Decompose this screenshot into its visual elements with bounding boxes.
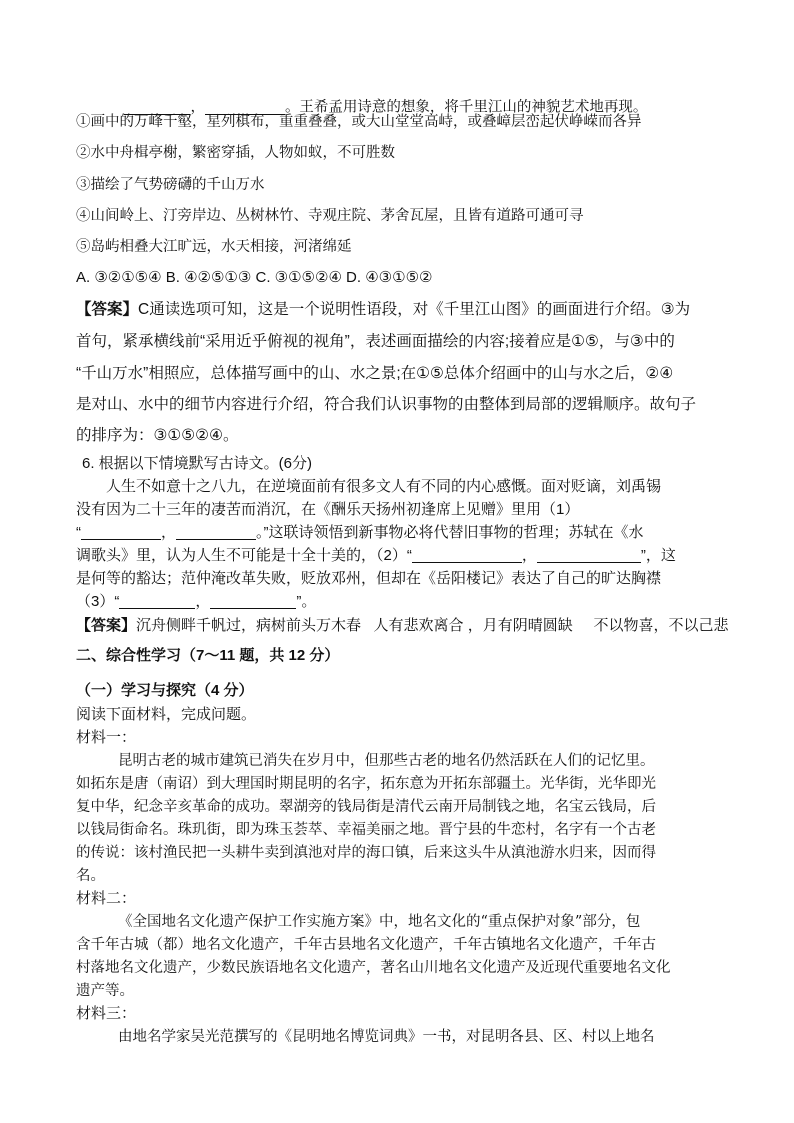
reading-instruction: 阅读下面材料，完成问题。 bbox=[76, 706, 257, 723]
material-2-line: 《全国地名文化遗产保护工作实施方案》中，地名文化的“重点保护对象”部分，包 bbox=[118, 914, 641, 930]
subsection-1-title: （一）学习与探究（4 分） bbox=[76, 682, 254, 699]
material-2-label: 材料二： bbox=[76, 890, 137, 907]
material-1-line: 以钱局街命名。珠玑街，即为珠玉荟萃、幸福美丽之地。晋宁县的牛恋村，名字有一个古老 bbox=[76, 822, 656, 838]
q6-line-1: 人生不如意十之八九，在逆境面前有很多文人有不同的内心感慨。面对贬谪，刘禹锡 bbox=[106, 478, 662, 495]
answer-blank[interactable] bbox=[537, 548, 641, 563]
answer-label: 【答案】 bbox=[76, 617, 137, 634]
q6-line-5: 是何等的豁达；范仲淹改革失败，贬放邓州，但却在《岳阳楼记》表达了自己的旷达胸襟 bbox=[76, 570, 662, 587]
material-2-line: 村落地名文化遗产，少数民族语地名文化遗产，著名山川地名文化遗产及近现代重要地名文化 bbox=[76, 960, 671, 976]
material-2-line: 含千年古城（都）地名文化遗产，千年古县地名文化遗产，千年古镇地名文化遗产，千年古 bbox=[76, 937, 656, 953]
answer-blank[interactable] bbox=[205, 100, 285, 115]
material-1-line: 的传说：该村渔民把一头耕牛卖到滇池对岸的海口镇，后来这头牛从滇池游水归来，因而得 bbox=[76, 845, 656, 861]
material-1-line: 昆明古老的城市建筑已消失在岁月中，但那些古老的地名仍然活跃在人们的记忆里。 bbox=[118, 753, 655, 769]
answer-blank[interactable] bbox=[176, 525, 256, 540]
q5-stem-tail-line: ， 。王希孟用诗意的想象，将千里江山的神貌艺术地再现。 bbox=[106, 85, 647, 129]
answer-blank[interactable] bbox=[81, 525, 161, 540]
q5-choices: A. ③②①⑤④ B. ④②⑤①③ C. ③①⑤②④ D. ④③①⑤② bbox=[76, 269, 433, 286]
q5-answer-line-5: 的排序为：③①⑤②④。 bbox=[76, 427, 239, 444]
q6-answer: 【答案】沉舟侧畔千帆过，病树前头万木春 人有悲欢离合 ，月有阴晴圆缺 不以物喜，不以己悲 bbox=[76, 617, 729, 634]
q5-answer-line-3: “千山万水”相照应，总体描写画中的山、水之景;在①⑤总体介绍画中的山与水之后，②④ bbox=[76, 365, 674, 382]
q6-line-2: 没有因为二十三年的凄苦而消沉，在《酬乐天扬州初逢席上见赠》里用（1） bbox=[76, 501, 580, 518]
material-3-line: 由地名学家吴光范撰写的《昆明地名博览词典》一书，对昆明各县、区、村以上地名 bbox=[118, 1029, 655, 1045]
q5-option-2: ②水中舟楫亭榭，繁密穿插，人物如蚁，不可胜数 bbox=[76, 145, 395, 161]
answer-blank[interactable] bbox=[412, 548, 522, 563]
q5-option-3: ③描绘了气势磅礴的千山万水 bbox=[76, 177, 265, 193]
section-2-title: 二、综合性学习（7～11 题，共 12 分） bbox=[76, 647, 340, 664]
q5-answer-line-2: 首句，紧承横线前“采用近乎俯视的视角”，表述画面描绘的内容;接着应是①⑤，与③中的 bbox=[76, 333, 675, 350]
material-1-line: 复中华，纪念辛亥革命的成功。翠湖旁的钱局街是清代云南开局制钱之地，名宝云钱局，后 bbox=[76, 799, 656, 815]
q6-line-4: 调歌头》里，认为人生不可能是十全十美的，（2）“ ， ”，这 bbox=[76, 547, 676, 564]
q5-answer-line-1: 【答案】C通读选项可知，这是一个说明性语段，对《千里江山图》的画面进行介绍。③为 bbox=[76, 301, 691, 318]
answer-blank[interactable] bbox=[210, 594, 296, 609]
q6-title: 6. 根据以下情境默写古诗文。(6分) bbox=[82, 455, 313, 472]
q5-option-1: ①画中的万峰千壑，星列棋布，重重叠叠，或大山堂堂高峙，或叠嶂层峦起伏峥嵘而各异 bbox=[76, 114, 642, 130]
material-3-label: 材料三： bbox=[76, 1005, 137, 1022]
answer-label: 【答案】 bbox=[76, 301, 139, 318]
q5-option-4: ④山间岭上、汀旁岸边、丛树林竹、寺观庄院、茅舍瓦屋，且皆有道路可通可寻 bbox=[76, 208, 584, 224]
material-1-line: 如拓东是唐（南诏）到大理国时期昆明的名字，拓东意为开拓东部疆土。光华街，光华即光 bbox=[76, 776, 656, 792]
material-1-label: 材料一： bbox=[76, 729, 137, 746]
answer-blank[interactable] bbox=[124, 100, 190, 115]
answer-blank[interactable] bbox=[119, 594, 195, 609]
q5-option-5: ⑤岛屿相叠大江旷远，水天相接，河渚绵延 bbox=[76, 239, 352, 255]
material-2-line: 遗产等。 bbox=[76, 983, 134, 999]
q6-line-3: “ ， 。”这联诗领悟到新事物必将代替旧事物的哲理；苏轼在《水 bbox=[76, 524, 644, 541]
material-1-line: 名。 bbox=[76, 868, 105, 884]
q6-line-6: （3）“ ， ”。 bbox=[76, 593, 317, 610]
q5-stem-tail: 。王希孟用诗意的想象，将千里江山的神貌艺术地再现。 bbox=[284, 99, 648, 115]
q5-answer-line-4: 是对山、水中的细节内容进行介绍，符合我们认识事物的由整体到局部的逻辑顺序。故句子 bbox=[76, 396, 697, 413]
